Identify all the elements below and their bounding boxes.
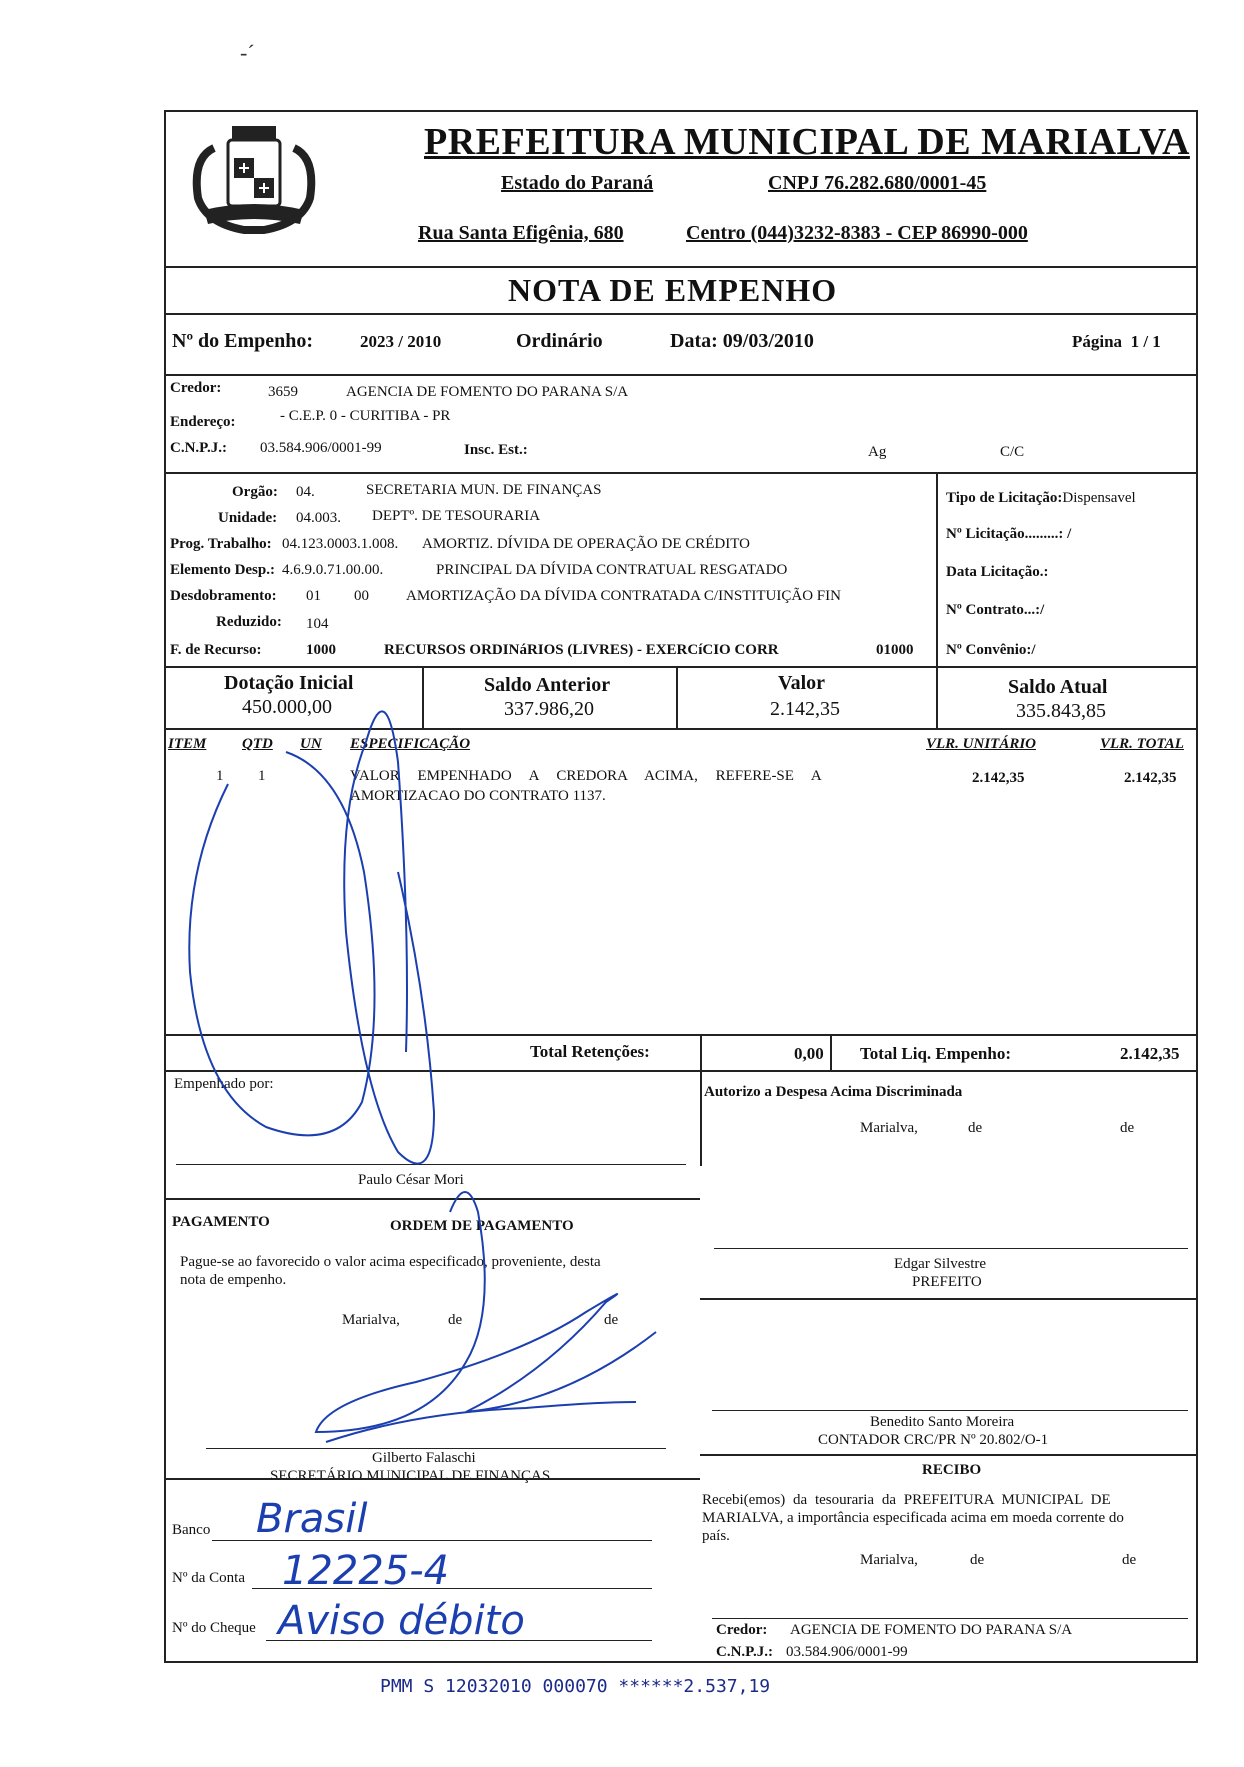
prog-name: AMORTIZ. DÍVIDA DE OPERAÇÃO DE CRÉDITO — [422, 536, 750, 552]
header-cnpj: CNPJ 76.282.680/0001-45 — [768, 172, 987, 194]
empenhado-name: Paulo César Mori — [358, 1172, 464, 1188]
empenho-num: 2023 / 2010 — [360, 332, 442, 351]
credor-code: 3659 — [268, 384, 298, 400]
recibo-cnpj-label: C.N.P.J.: — [716, 1644, 773, 1660]
item-desc-line2: AMORTIZACAO DO CONTRATO 1137. — [350, 788, 606, 804]
pagamento-text1: Pague-se ao favorecido o valor acima especificado, proveniente, desta — [180, 1254, 601, 1270]
total-liq-label: Total Liq. Empenho: — [860, 1044, 1011, 1063]
pagamento-text2: nota de empenho. — [180, 1272, 287, 1288]
num-licitacao: Nº Licitação.........: / — [946, 526, 1072, 542]
footer-code: PMM S 12032010 000070 ******2.537,19 — [380, 1676, 771, 1697]
contador-role: CONTADOR CRC/PR Nº 20.802/O-1 — [818, 1432, 1049, 1448]
data-licitacao: Data Licitação.: — [946, 564, 1049, 580]
banco-label: Banco — [172, 1522, 211, 1538]
unidade-label: Unidade: — [218, 510, 278, 526]
col-item: ITEM — [168, 736, 207, 752]
item-desc-line1: VALOR EMPENHADO A CREDORA ACIMA, REFERE-SE A — [350, 768, 822, 784]
recibo-de2: de — [1122, 1552, 1137, 1568]
desd-b: 00 — [354, 588, 369, 604]
prog-label: Prog. Trabalho: — [170, 536, 272, 552]
valor-value: 2.142,35 — [770, 698, 840, 720]
pagamento-label: PAGAMENTO — [172, 1214, 270, 1230]
credor-label: Credor: — [170, 380, 222, 396]
recibo-text1: Recebi(emos) da tesouraria da PREFEITURA MUNICIPAL DE — [702, 1492, 1111, 1508]
orgao-name: SECRETARIA MUN. DE FINANÇAS — [366, 482, 602, 498]
col-qtd: QTD — [242, 736, 273, 752]
recibo-text2: MARIALVA, a importância especificada acima em moeda corrente do — [702, 1510, 1124, 1526]
num-contrato: Nº Contrato...:/ — [946, 602, 1045, 618]
dotacao-label: Dotação Inicial — [224, 672, 354, 694]
ordem-pagamento-label: ORDEM DE PAGAMENTO — [390, 1218, 574, 1234]
prog-code: 04.123.0003.1.008. — [282, 536, 399, 552]
credor-address: - C.E.P. 0 - CURITIBA - PR — [280, 408, 451, 424]
recurso-name: RECURSOS ORDINáRIOS (LIVRES) - EXERCíCIO CORR — [384, 642, 779, 658]
secretario-name: Gilberto Falaschi — [372, 1450, 476, 1466]
desd-label: Desdobramento: — [170, 588, 277, 604]
unidade-name: DEPTº. DE TESOURARIA — [372, 508, 541, 524]
address-label: Endereço: — [170, 414, 236, 430]
unidade-code: 04.003. — [296, 510, 341, 526]
item-number: 1 — [216, 768, 224, 784]
cc-label: C/C — [1000, 444, 1025, 460]
credor-name: AGENCIA DE FOMENTO DO PARANA S/A — [346, 384, 629, 400]
item-total-value: 2.142,35 — [1124, 770, 1177, 786]
ag-label: Ag — [868, 444, 887, 460]
conta-handwritten: 12225-4 — [282, 1548, 450, 1594]
cheque-label: Nº do Cheque — [172, 1620, 256, 1636]
recurso-label: F. de Recurso: — [170, 642, 262, 658]
banco-handwritten: Brasil — [256, 1496, 368, 1542]
document-title: NOTA DE EMPENHO — [508, 272, 838, 308]
autorizo-text: Autorizo a Despesa Acima Discriminada — [704, 1084, 963, 1100]
empenho-num-label: Nº do Empenho: — [172, 330, 314, 352]
cheque-handwritten: Aviso débito — [278, 1598, 525, 1644]
recibo-cnpj: 03.584.906/0001-99 — [786, 1644, 908, 1660]
prefeito-role: PREFEITO — [912, 1274, 982, 1290]
pagamento-city: Marialva, — [342, 1312, 400, 1328]
total-retencoes-value: 0,00 — [794, 1044, 824, 1063]
autorizo-city: Marialva, — [860, 1120, 918, 1136]
item-qtd: 1 — [258, 768, 266, 784]
saldo-atual-value: 335.843,85 — [1016, 700, 1106, 722]
page-title: PREFEITURA MUNICIPAL DE MARIALVA — [424, 121, 1190, 163]
insc-label: Insc. Est.: — [464, 442, 528, 458]
orgao-label: Orgão: — [232, 484, 278, 500]
valor-label: Valor — [778, 672, 826, 694]
item-unit-value: 2.142,35 — [972, 770, 1025, 786]
col-vlr-total: VLR. TOTAL — [1100, 736, 1184, 752]
elem-code: 4.6.9.0.71.00.00. — [282, 562, 384, 578]
saldo-anterior-label: Saldo Anterior — [484, 674, 611, 696]
recibo-text3: país. — [702, 1528, 730, 1544]
tipo-licitacao: Tipo de Licitação:Dispensavel — [946, 490, 1136, 506]
total-retencoes-label: Total Retenções: — [530, 1042, 650, 1061]
num-convenio: Nº Convênio:/ — [946, 642, 1036, 658]
header-state: Estado do Paraná — [501, 172, 654, 194]
reduzido-label: Reduzido: — [216, 614, 282, 630]
autorizo-de2: de — [1120, 1120, 1135, 1136]
empenhado-label: Empenhado por: — [174, 1076, 274, 1092]
recibo-credor-name: AGENCIA DE FOMENTO DO PARANA S/A — [790, 1622, 1073, 1638]
saldo-anterior-value: 337.986,20 — [504, 698, 594, 720]
cnpj-label: C.N.P.J.: — [170, 440, 227, 456]
recibo-de1: de — [970, 1552, 985, 1568]
reduzido-value: 104 — [306, 616, 329, 632]
signature-scribbles — [166, 112, 1196, 1662]
page-label: Página 1 / 1 — [1072, 332, 1161, 351]
autorizo-de1: de — [968, 1120, 983, 1136]
secretario-role: SECRETÁRIO MUNICIPAL DE FINANÇAS — [270, 1468, 551, 1484]
conta-label: Nº da Conta — [172, 1570, 245, 1586]
col-un: UN — [300, 736, 322, 752]
contador-name: Benedito Santo Moreira — [870, 1414, 1015, 1430]
header-address: Rua Santa Efigênia, 680 — [418, 222, 624, 244]
dotacao-value: 450.000,00 — [242, 696, 332, 718]
total-liq-value: 2.142,35 — [1120, 1044, 1180, 1063]
nota-form — [164, 110, 1198, 1663]
recurso-num: 01000 — [876, 642, 914, 658]
header-center-phone: Centro (044)3232-8383 - CEP 86990-000 — [686, 222, 1028, 244]
prefeito-name: Edgar Silvestre — [894, 1256, 987, 1272]
saldo-atual-label: Saldo Atual — [1008, 676, 1108, 698]
orgao-code: 04. — [296, 484, 315, 500]
recibo-city: Marialva, — [860, 1552, 918, 1568]
recurso-code: 1000 — [306, 642, 336, 658]
col-especificacao: ESPECIFICAÇÃO — [350, 736, 471, 752]
elem-name: PRINCIPAL DA DÍVIDA CONTRATUAL RESGATADO — [436, 562, 788, 578]
pagamento-de1: de — [448, 1312, 463, 1328]
scan-mark: -´ — [240, 40, 255, 65]
recibo-credor-label: Credor: — [716, 1622, 768, 1638]
recibo-title: RECIBO — [922, 1462, 982, 1478]
desd-a: 01 — [306, 588, 321, 604]
empenho-date: Data: 09/03/2010 — [670, 330, 814, 352]
pagamento-de2: de — [604, 1312, 619, 1328]
desd-name: AMORTIZAÇÃO DA DÍVIDA CONTRATADA C/INSTITUIÇÃO FIN — [406, 588, 841, 604]
credor-cnpj: 03.584.906/0001-99 — [260, 440, 382, 456]
col-vlr-unitario: VLR. UNITÁRIO — [926, 736, 1037, 752]
empenho-type: Ordinário — [516, 330, 603, 352]
elem-label: Elemento Desp.: — [170, 562, 275, 578]
